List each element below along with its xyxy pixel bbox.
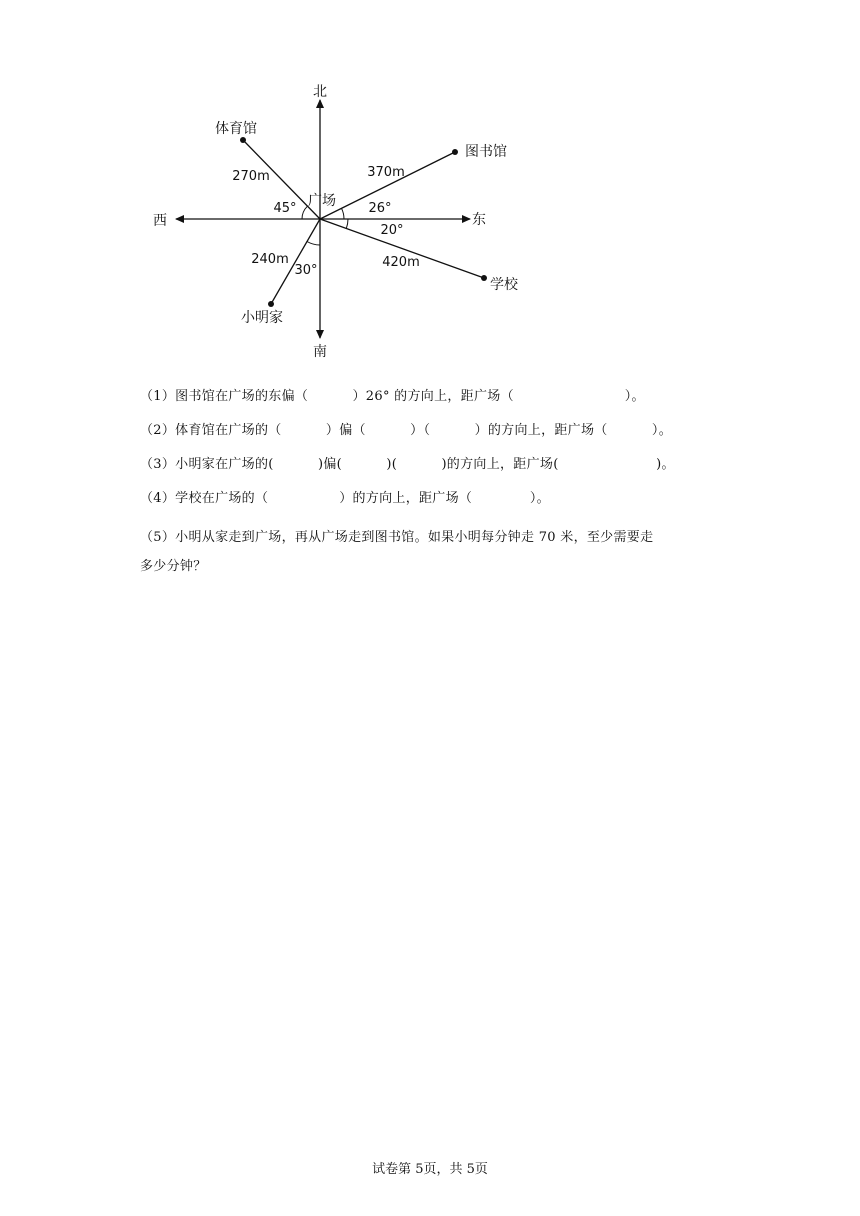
q3-blank-4[interactable] — [559, 457, 657, 472]
q3-text-5: )。 — [656, 457, 675, 472]
school-angle-arc — [346, 219, 348, 229]
q3-text-2: )偏( — [317, 457, 343, 472]
home-angle-arc — [307, 242, 320, 246]
q4-text-2: ）的方向上，距广场（ — [339, 491, 473, 506]
q3-text-4: )的方向上，距广场( — [441, 457, 559, 472]
north-label: 北 — [313, 84, 327, 100]
library-distance: 370m — [367, 165, 405, 180]
gym-angle: 45° — [273, 201, 297, 216]
q2-blank-4[interactable] — [608, 423, 652, 438]
question-3 — [140, 455, 740, 475]
q1-blank-1[interactable] — [308, 389, 352, 404]
gym-distance: 270m — [232, 169, 270, 184]
q1-text-2: ）26° 的方向上，距广场（ — [352, 389, 514, 404]
q2-text-5: ）。 — [651, 423, 673, 438]
q2-text-1: （2）体育馆在广场的（ — [140, 423, 282, 438]
library-point — [452, 149, 458, 155]
gym-angle-arc — [302, 206, 307, 219]
q4-text-3: ）。 — [529, 491, 550, 506]
south-label: 南 — [313, 344, 327, 360]
school-distance: 420m — [382, 255, 420, 270]
east-label: 东 — [472, 212, 486, 228]
question-2 — [140, 421, 740, 441]
home-distance: 240m — [251, 252, 289, 267]
library-name: 图书馆 — [465, 144, 507, 160]
home-name: 小明家 — [241, 310, 283, 326]
q1-text-1: （1）图书馆在广场的东偏（ — [140, 389, 309, 404]
q2-text-4: ）的方向上，距广场（ — [474, 423, 608, 438]
home-point — [268, 301, 274, 307]
q4-blank-1[interactable] — [268, 491, 339, 506]
q1-text-3: ）。 — [624, 389, 645, 404]
school-point — [481, 275, 487, 281]
center-label: 广场 — [308, 193, 336, 209]
q3-text-1: （3）小明家在广场的( — [140, 457, 274, 472]
q3-blank-2[interactable] — [342, 457, 386, 472]
home-angle: 30° — [294, 263, 318, 278]
q3-blank-1[interactable] — [274, 457, 318, 472]
q5-line-2: 多少分钟？ — [140, 559, 207, 574]
library-angle-arc — [342, 208, 345, 219]
q2-text-3: ）（ — [410, 423, 431, 438]
q2-blank-2[interactable] — [366, 423, 410, 438]
page-footer: 试卷第 5页，共 5页 — [372, 1162, 488, 1177]
q1-blank-2[interactable] — [514, 389, 625, 404]
west-label: 西 — [153, 213, 167, 229]
school-name: 学校 — [490, 277, 518, 293]
q2-blank-1[interactable] — [282, 423, 326, 438]
q2-text-2: ）偏（ — [325, 423, 366, 438]
q2-blank-3[interactable] — [430, 423, 474, 438]
q4-blank-2[interactable] — [472, 491, 530, 506]
q4-text-1: （4）学校在广场的（ — [140, 491, 269, 506]
q5-line-1: （5）小明从家走到广场，再从广场走到图书馆。如果小明每分钟走 70 米，至少需要走 — [140, 530, 654, 545]
gym-point — [240, 137, 246, 143]
direction-diagram — [0, 0, 860, 380]
gym-name: 体育馆 — [215, 121, 257, 137]
q3-blank-3[interactable] — [397, 457, 441, 472]
question-1 — [140, 387, 740, 407]
q3-text-3: )( — [386, 457, 398, 472]
library-angle: 26° — [368, 201, 392, 216]
question-5 — [140, 523, 740, 581]
question-4 — [140, 489, 740, 509]
school-angle: 20° — [380, 223, 404, 238]
